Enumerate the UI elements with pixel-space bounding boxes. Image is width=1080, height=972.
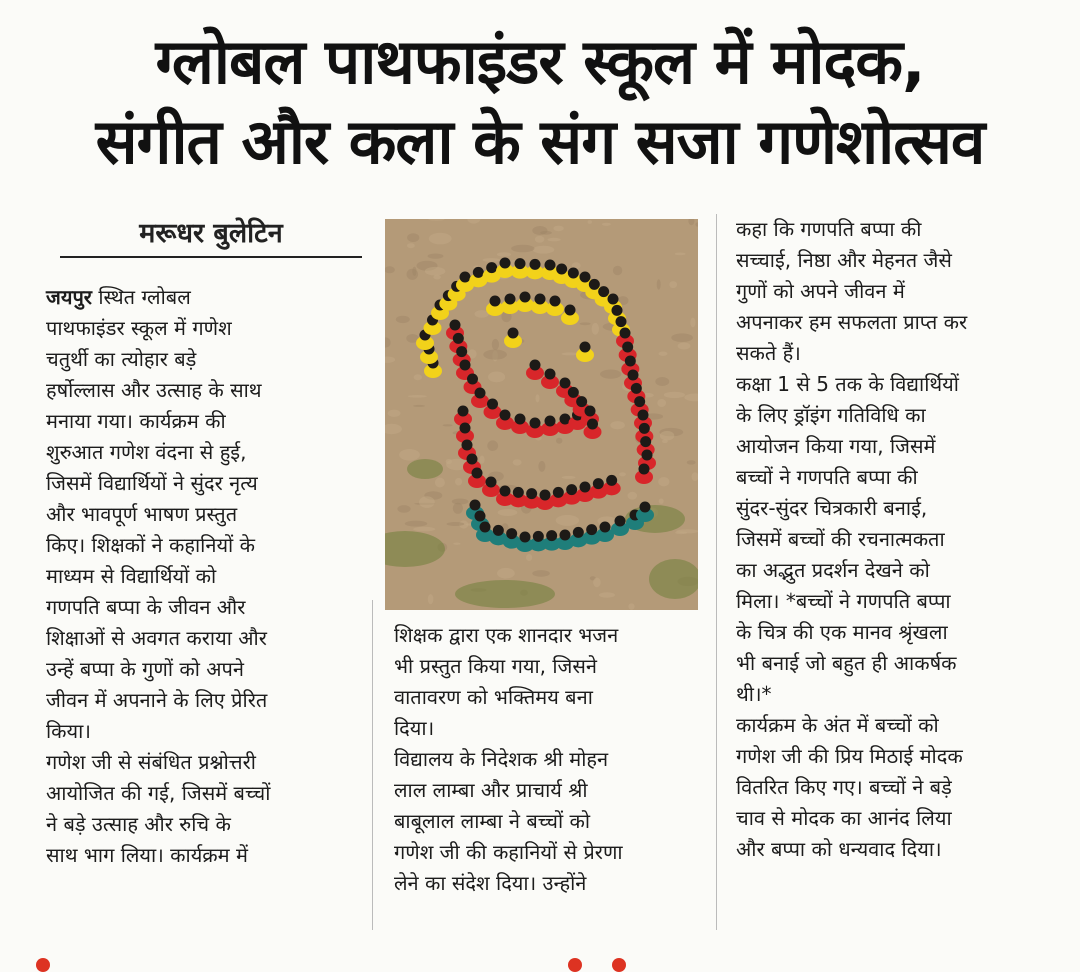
- ground-speck: [562, 476, 576, 479]
- ground-speck: [613, 266, 622, 276]
- red-mark: [568, 958, 582, 972]
- ground-speck: [556, 438, 562, 444]
- ground-speck: [657, 279, 661, 289]
- article-line: कार्यक्रम के अंत में बच्चों को: [736, 713, 939, 737]
- ground-speck: [483, 258, 501, 262]
- ground-speck: [413, 405, 425, 407]
- ground-speck: [600, 370, 621, 379]
- ground-speck: [429, 233, 452, 245]
- ganesha-human-chain-photo: [385, 219, 698, 610]
- article-line: कक्षा 1 से 5 तक के विद्यार्थियों: [736, 372, 959, 396]
- ground-speck: [497, 252, 511, 256]
- ground-speck: [592, 323, 599, 335]
- ground-speck: [399, 449, 420, 461]
- ground-speck: [397, 505, 410, 513]
- article-line: गुणों को अपने जीवन में: [736, 279, 905, 303]
- ground-speck: [664, 392, 685, 398]
- ground-speck: [659, 352, 668, 356]
- ground-speck: [599, 592, 615, 597]
- ground-speck: [676, 529, 698, 533]
- article-line: कहा कि गणपति बप्पा की: [736, 217, 922, 241]
- ground-speck: [532, 570, 550, 577]
- article-column-2: [394, 620, 694, 899]
- article-line: मिला। *बच्चों ने गणपति बप्पा: [736, 589, 951, 613]
- ground-speck: [675, 253, 686, 256]
- article-line: चाव से मोदक का आनंद लिया: [736, 806, 952, 830]
- article-line: भी बनाई जो बहुत ही आकर्षक: [736, 651, 957, 675]
- ground-speck: [498, 509, 518, 516]
- ground-speck: [405, 521, 427, 527]
- article-line: पाथफाइंडर स्कूल में गणेश: [46, 316, 232, 340]
- article-line: गणपति बप्पा के जीवन और: [46, 595, 246, 619]
- ground-speck: [660, 431, 674, 441]
- ground-speck: [657, 399, 666, 407]
- article-line: बाबूलाल लाम्बा ने बच्चों को: [394, 809, 591, 833]
- ground-speck: [396, 316, 410, 323]
- ground-speck: [553, 226, 563, 232]
- photo-image: [385, 219, 698, 610]
- article-text: स्थित ग्लोबल: [91, 285, 191, 309]
- grass-patch: [407, 459, 443, 479]
- article-line: [46, 282, 346, 313]
- article-line: विद्यालय के निदेशक श्री मोहन: [394, 747, 609, 771]
- ground-speck: [628, 603, 634, 610]
- ground-speck: [556, 515, 579, 526]
- ground-speck: [610, 421, 625, 429]
- article-line: और भावपूर्ण भाषण प्रस्तुत: [46, 502, 238, 526]
- ground-speck: [669, 281, 677, 288]
- ground-speck: [488, 372, 505, 383]
- article-line: शिक्षक द्वारा एक शानदार भजन: [394, 623, 619, 647]
- ground-speck: [588, 220, 592, 224]
- ground-speck: [535, 236, 545, 243]
- grass-patch: [455, 580, 555, 608]
- ground-speck: [658, 477, 669, 486]
- article-line: गणेश जी की कहानियों से प्रेरणा: [394, 840, 623, 864]
- ground-speck: [687, 460, 696, 464]
- ground-speck: [513, 459, 522, 465]
- article-line: ने बड़े उत्साह और रुचि के: [46, 812, 231, 836]
- ground-speck: [479, 456, 484, 464]
- article-line: वितरित किए गए। बच्चों ने बड़े: [736, 775, 952, 799]
- article-line: सच्चाई, निष्ठा और मेहनत जैसे: [736, 248, 952, 272]
- article-line: अपनाकर हम सफलता प्राप्त कर: [736, 310, 968, 334]
- article-line: बच्चों ने गणपति बप्पा की: [736, 465, 918, 489]
- byline: मरूधर बुलेटिन: [60, 212, 362, 258]
- article-line: के चित्र की एक मानव श्रृंखला: [736, 620, 948, 644]
- column-rule: [716, 214, 717, 930]
- article-line: जिसमें बच्चों की रचनात्मकता: [736, 527, 945, 551]
- ground-speck: [602, 223, 611, 226]
- article-column-3: [736, 214, 1036, 865]
- ground-speck: [455, 478, 462, 486]
- ground-speck: [562, 352, 579, 355]
- dateline: जयपुर: [46, 285, 92, 309]
- ground-speck: [425, 267, 445, 276]
- ground-speck: [532, 226, 547, 235]
- ground-speck: [619, 472, 626, 476]
- article-line: शिक्षाओं से अवगत कराया और: [46, 626, 267, 650]
- ground-speck: [407, 233, 419, 242]
- ground-speck: [536, 394, 540, 402]
- ground-speck: [659, 498, 664, 504]
- article-line: सुंदर-सुंदर चित्रकारी बनाई,: [736, 496, 928, 520]
- headline: [0, 22, 1080, 182]
- red-mark: [36, 958, 50, 972]
- article-line: किए। शिक्षकों ने कहानियों के: [46, 533, 255, 557]
- ground-speck: [388, 410, 401, 417]
- ground-speck: [435, 478, 445, 488]
- article-line: उन्हें बप्पा के गुणों को अपने: [46, 657, 245, 681]
- article-line: वातावरण को भक्तिमय बना: [394, 685, 593, 709]
- ground-speck: [511, 245, 534, 253]
- article-line: जीवन में अपनाने के लिए प्रेरित: [46, 688, 268, 712]
- ground-speck: [655, 377, 669, 386]
- ground-speck: [497, 568, 515, 579]
- article-line: किया।: [46, 719, 91, 743]
- ground-speck: [453, 543, 460, 545]
- ground-speck: [412, 267, 416, 276]
- ground-speck: [671, 333, 693, 342]
- article-line: आयोजन किया गया, जिसमें: [736, 434, 936, 458]
- article-line: हर्षोल्लास और उत्साह के साथ: [46, 378, 262, 402]
- ground-speck: [548, 238, 561, 242]
- article-line: और बप्पा को धन्यवाद दिया।: [736, 837, 942, 861]
- ground-speck: [446, 459, 452, 464]
- ground-speck: [428, 254, 444, 259]
- red-mark: [612, 958, 626, 972]
- article-line: दिया।: [394, 716, 435, 740]
- ground-speck: [526, 554, 532, 561]
- article-line: लाल लाम्बा और प्राचार्य श्री: [394, 778, 588, 802]
- ground-speck: [413, 527, 435, 532]
- article-line: का अद्भुत प्रदर्शन देखने को: [736, 558, 930, 582]
- ground-speck: [414, 374, 422, 380]
- article-line: आयोजित की गई, जिसमें बच्चों: [46, 781, 271, 805]
- article-line: गणेश जी से संबंधित प्रश्नोत्तरी: [46, 750, 256, 774]
- ground-speck: [487, 440, 498, 451]
- ground-speck: [690, 318, 695, 328]
- ground-speck: [408, 395, 427, 398]
- ground-speck: [538, 461, 545, 472]
- ground-speck: [533, 246, 555, 254]
- article-line: जिसमें विद्यार्थियों ने सुंदर नृत्य: [46, 471, 258, 495]
- ground-speck: [678, 343, 691, 350]
- headline-line-2: संगीत और कला के संग सजा गणेशोत्सव: [95, 105, 985, 178]
- article-line: के लिए ड्रॉइंग गतिविधि का: [736, 403, 926, 427]
- article-line: थी।*: [736, 682, 772, 706]
- article-line: मनाया गया। कार्यक्रम की: [46, 409, 226, 433]
- ground-speck: [443, 424, 453, 426]
- article-line: शुरुआत गणेश वंदना से हुई,: [46, 440, 247, 464]
- ground-speck: [428, 594, 434, 604]
- ground-speck: [419, 496, 435, 508]
- article-line: माध्यम से विद्यार्थियों को: [46, 564, 217, 588]
- ground-speck: [447, 522, 465, 526]
- article-line: लेने का संदेश दिया। उन्होंने: [394, 871, 587, 895]
- article-line: भी प्रस्तुत किया गया, जिसने: [394, 654, 597, 678]
- article-column-1: [46, 282, 346, 871]
- headline-line-1: ग्लोबल पाथफाइंडर स्कूल में मोदक,: [155, 25, 925, 98]
- ground-speck: [628, 492, 638, 500]
- article-line: गणेश जी की प्रिय मिठाई मोदक: [736, 744, 963, 768]
- ground-speck: [483, 350, 507, 360]
- article-line: साथ भाग लिया। कार्यक्रम में: [46, 843, 248, 867]
- column-rule: [372, 600, 373, 930]
- ground-speck: [593, 578, 601, 588]
- article-line: चतुर्थी का त्योहार बड़े: [46, 347, 197, 371]
- ground-speck: [452, 499, 469, 505]
- ground-speck: [407, 243, 415, 248]
- ground-speck: [580, 322, 591, 325]
- article-line: सकते हैं।: [736, 341, 801, 365]
- ground-speck: [492, 339, 499, 350]
